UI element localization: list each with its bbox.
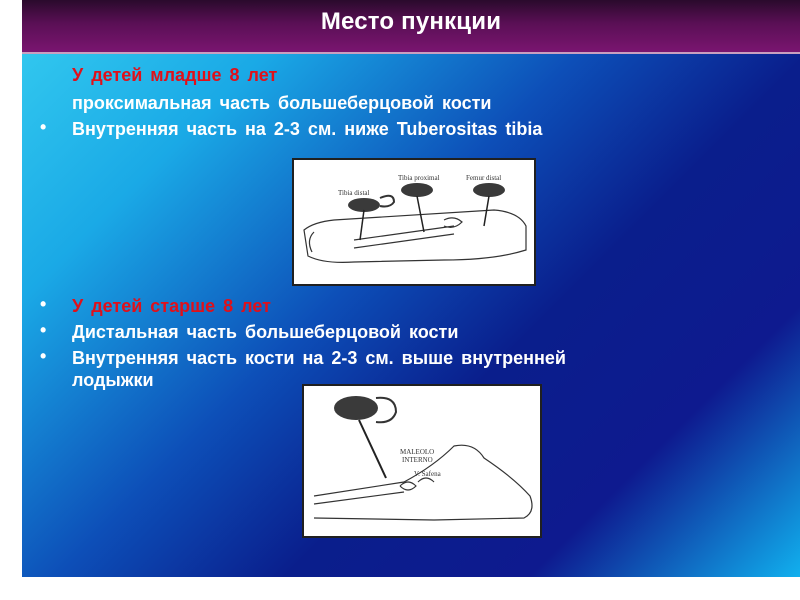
bullet-above-malleolus <box>40 346 566 369</box>
knee-illustration <box>294 160 534 284</box>
bullet-distal-tibia <box>40 320 459 343</box>
label-interno: INTERNO <box>402 456 433 464</box>
bullet-older <box>40 294 271 317</box>
ankle-illustration <box>304 386 540 536</box>
bullet-below-tuberositas <box>40 117 543 140</box>
bullet-marker: • <box>40 320 47 340</box>
heading-younger: У детей младше 8 лет <box>72 65 278 85</box>
needle-icon <box>359 420 386 478</box>
bullet-text: Внутренняя часть кости на 2-3 см. выше внутренней <box>72 348 566 368</box>
label-tibia-distal: Tibia distal <box>338 189 370 197</box>
rotation-arrow-icon <box>376 398 396 423</box>
heading-older: У детей старше 8 лет <box>72 296 271 316</box>
label-maleolo: MALEOLO <box>400 448 435 456</box>
slide <box>22 0 800 577</box>
label-tibia-proximal: Tibia proximal <box>398 174 440 182</box>
bullet-marker: • <box>40 117 47 137</box>
title-bar <box>22 0 800 54</box>
bullet-text: Дистальная часть большеберцовой кости <box>72 322 459 342</box>
bullet-marker: • <box>40 294 47 314</box>
subheading-proximal-tibia: проксимальная часть большеберцовой кости <box>72 93 492 113</box>
slide-title: Место пункции <box>320 8 502 35</box>
needle-handle-icon <box>334 396 378 420</box>
bullet-text: Внутренняя часть на 2-3 см. ниже Tuberositas tibia <box>72 119 543 139</box>
label-femur-distal: Femur distal <box>466 174 502 182</box>
bullet-continuation: лодыжки <box>72 370 154 390</box>
figure-ankle-puncture <box>302 384 542 538</box>
label-safena: V. Safena <box>414 470 441 478</box>
figure-knee-puncture <box>292 158 536 286</box>
bullet-marker: • <box>40 346 47 366</box>
